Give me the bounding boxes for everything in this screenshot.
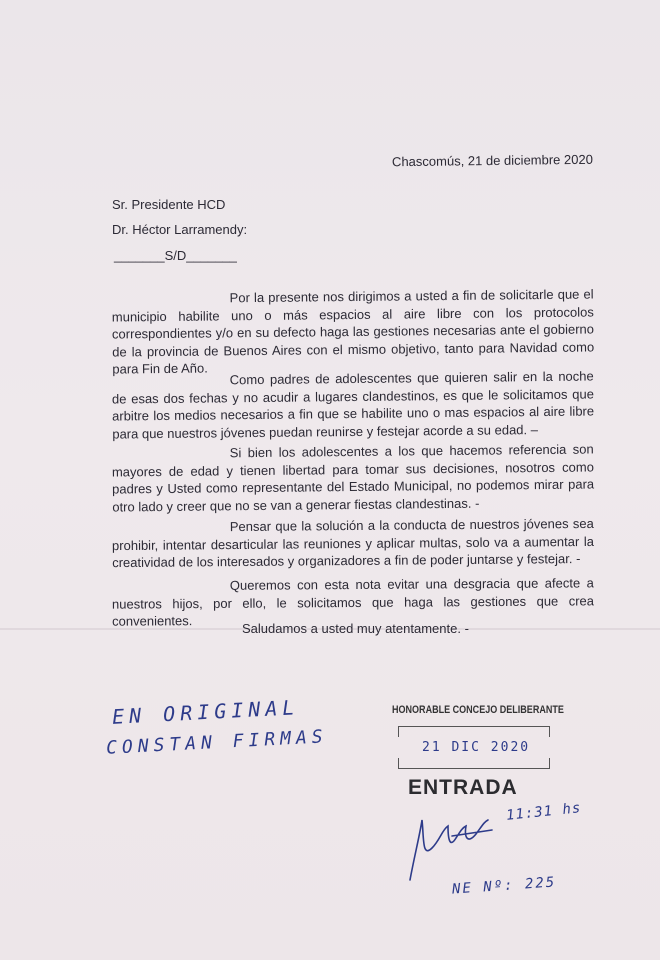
paragraph-2 [112, 367, 595, 442]
stamp-date: 21 DIC 2020 [422, 740, 531, 755]
paragraph-3 [112, 440, 595, 515]
handwritten-note-line1: EN ORIGINAL [111, 695, 300, 729]
handwritten-note-line2: CONSTAN FIRMAS [105, 726, 329, 759]
stamp-bracket-bottom [398, 758, 550, 769]
paragraph-3-text: Si bien los adolescentes a los que hacemos referencia son mayores de edad y tienen libertad para tomar sus decisiones, nosotros como padres y Usted como representante del Estado Municipal, no podemos mirar para otro lado y creer que no se van a generar fiestas clandestinas. - [111, 441, 595, 515]
paragraph-5-text: Queremos con esta nota evitar una desgracia que afecte a nuestros hijos, por ello, le solicitamos que haga las gestiones que crea convenientes. [111, 575, 595, 629]
stamp-bracket-top [398, 726, 550, 737]
signature [392, 808, 502, 888]
sd-line: _______S/D_______ [114, 248, 237, 263]
closing: Saludamos a usted muy atentamente. - [242, 621, 469, 636]
paragraph-1 [112, 285, 595, 378]
stamp-title: HONORABLE CONCEJO DELIBERANTE [392, 704, 564, 716]
addressee-title: Sr. Presidente HCD [112, 197, 226, 212]
handwritten-time: 11:31 hs [505, 800, 583, 824]
stamp-entry-label: ENTRADA [408, 776, 518, 799]
paragraph-4 [112, 515, 594, 572]
handwritten-entry-number: NE Nº: 225 [451, 874, 557, 898]
signature-stroke [410, 820, 492, 880]
entry-stamp [392, 700, 562, 805]
place-date: Chascomús, 21 de diciembre 2020 [391, 151, 593, 170]
addressee-name: Dr. Héctor Larramendy: [112, 222, 248, 237]
paragraph-1-text: Por la presente nos dirigimos a usted a fin de solicitarle que el municipio habilite uno o más espacios al aire libre con los protocolos correspondientes y/o en su defecto haga las gestiones necesarias ante el gobierno de la provincia de Buenos Aires con el mismo objetivo, tanto para Navidad como para Fin de Año. [111, 286, 595, 377]
paragraph-2-text: Como padres de adolescentes que quieren salir en la noche de esas dos fechas y no acudir a lugares clandestinos, es que le solicitamos que arbitre los medios necesarios a fin que se habilite uno o mas espacios al aire libre para que nuestros jóvenes puedan reunirse y festejar acorde a su edad. – [111, 368, 595, 442]
paragraph-4-text: Pensar que la solución a la conducta de nuestros jóvenes sea prohibir, intentar desarticular las reuniones y aplicar multas, solo va a aumentar la creatividad de los interesados y organizadores a fin de poder juntarse y festejar. - [111, 515, 595, 571]
